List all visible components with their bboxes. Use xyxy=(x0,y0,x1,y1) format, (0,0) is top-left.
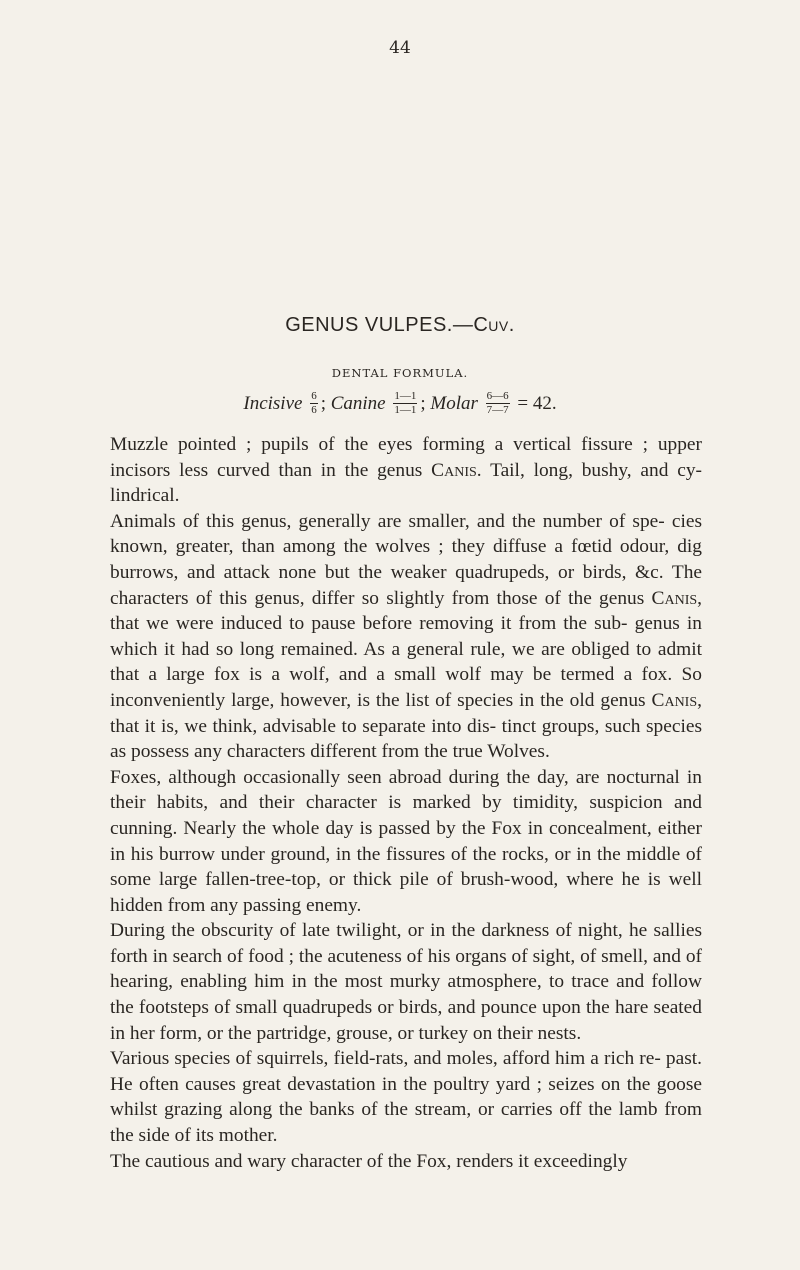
paragraph-4: During the obscurity of late twilight, or in the darkness of night, he sallies forth in search of food ; the acuteness of his organs of sight, of smell, and of hearing, enabling him in the most murky atmosphere, to trace and follow the footsteps of small quadrupeds or birds, and pounce upon the hare seated in her form, or the partridge, grouse, or turkey on their nests. xyxy=(110,920,702,1044)
genus-name: Canis, xyxy=(651,689,702,711)
page-number: 44 xyxy=(389,38,411,58)
body-text xyxy=(110,432,702,1174)
paragraph-6: The cautious and wary character of the Fox, renders it exceedingly xyxy=(110,1150,628,1172)
paragraph-2-text-b: that we were induced to pause before removing it from the sub- genus in which it had so long remained. As a general rule, we are obliged to admit that a large fox is a wolf, and a small wolf may be termed a fox. So inconveniently large, however, is the list of species in the old genus xyxy=(110,613,702,711)
genus-name: Canis. xyxy=(431,459,482,481)
formula-total: = 42. xyxy=(517,392,557,414)
incisive-fraction xyxy=(310,391,318,416)
paragraph-2 xyxy=(110,509,702,765)
paragraph-3: Foxes, although occasionally seen abroad during the day, are nocturnal in their habits, and their character is marked by timidity, suspicion and cunning. Nearly the whole day is passed by the Fox in concealment, either in his burrow under ground, in the fissures of the rocks, or in the middle of some large fallen-tree-top, or thick pile of brush-wood, where he is well hidden from any passing enemy. xyxy=(110,766,702,916)
section-title xyxy=(0,314,800,337)
section-title-genus: GENUS VULPES. xyxy=(285,314,453,336)
canine-numerator: 1—1 xyxy=(394,390,417,402)
molar-denominator: 7—7 xyxy=(486,404,509,416)
formula-separator: ; xyxy=(420,392,426,414)
canine-fraction xyxy=(393,391,417,416)
paragraph-1 xyxy=(110,432,702,509)
paragraph-5: Various species of squirrels, field-rats, and moles, afford him a rich re- past. He often causes great devastation in the poultry yard ; seizes on the goose whilst grazing along the banks of the stream, or carries off the lamb from the side of its mother. xyxy=(110,1048,702,1147)
paragraph-2-text-c: that it is, we think, advisable to separate into dis- tinct groups, such species as possess any characters different from the true Wolves. xyxy=(110,715,702,763)
molar-label: Molar xyxy=(430,392,478,414)
section-title-author: —Cuv. xyxy=(452,314,515,336)
formula-separator: ; xyxy=(320,392,326,414)
paragraph-1-end: Tail, long, bushy, and cy- lindrical. xyxy=(110,459,702,507)
genus-name: Canis, xyxy=(651,587,702,609)
molar-fraction xyxy=(486,391,510,416)
dental-formula xyxy=(0,392,800,417)
molar-numerator: 6—6 xyxy=(486,390,509,402)
canine-label: Canine xyxy=(330,392,386,414)
paragraph-1-text: Muzzle pointed ; pupils of the eyes forming a vertical fissure ; upper incisors less curved than in the genus xyxy=(110,434,702,481)
section-subtitle: DENTAL FORMULA. xyxy=(331,366,469,380)
canine-denominator: 1—1 xyxy=(394,404,417,416)
incisive-numerator: 6 xyxy=(311,390,317,402)
incisive-label: Incisive xyxy=(243,392,303,414)
paragraph-2-text-a: Animals of this genus, generally are smaller, and the number of spe- cies known, greater, than among the wolves ; they diffuse a fœtid odour, dig burrows, and attack none but the weaker quadrupeds, or birds, &c. The characters of this genus, differ so slightly from those of the genus xyxy=(110,510,702,609)
incisive-denominator: 6 xyxy=(311,404,317,416)
